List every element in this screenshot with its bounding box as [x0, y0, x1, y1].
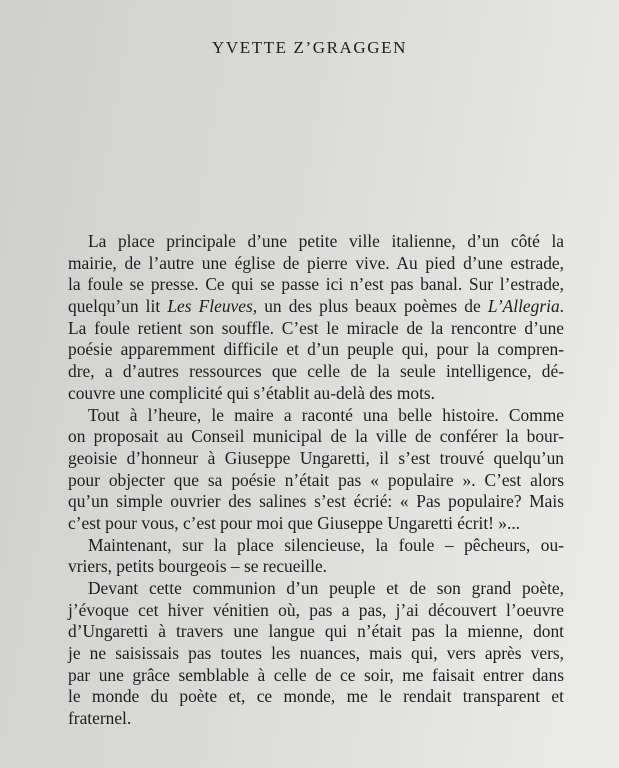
italic-title: Les Fleuves [167, 296, 253, 317]
text-line: Devant cette communion d’un peuple et de son grand poète, [88, 578, 564, 598]
text-line: mairie, de l’autre une église de pierre vive. Au pied d’une estrade, [68, 252, 564, 273]
text-line: La foule retient son souffle. C’est le miracle de la rencontre d’une [68, 317, 564, 338]
text-line: fraternel. [68, 708, 132, 729]
text-line: geoisie d’honneur à Giuseppe Ungaretti, il s’est trouvé quelqu’un [68, 447, 564, 468]
text-line: poésie apparemment difficile et d’un peuple qui, pour la compren- [68, 339, 564, 360]
text-line: La place principale d’une petite ville italienne, d’un côté la [88, 231, 564, 251]
text-line: Maintenant, sur la place silencieuse, la foule – pêcheurs, ou- [88, 534, 564, 555]
text-line: j’évoque cet hiver vénitien où, pas a pas, j’ai découvert l’oeuvre [68, 599, 564, 620]
text-line: le monde du poète et, ce monde, me le rendait transparent et [68, 686, 564, 707]
running-head-author: YVETTE Z’GRAGGEN [211, 38, 408, 57]
italic-title: L’Allegria [487, 296, 560, 317]
text-line: vriers, petits bourgeois – se recueille. [68, 556, 328, 577]
text-line: on proposait au Conseil municipal de la ville de conférer la bour- [68, 426, 564, 447]
text-line: je ne saisissais pas toutes les nuances, mais qui, vers après vers, [68, 643, 564, 664]
text-line: la foule se presse. Ce qui se passe ici n’est pas banal. Sur l’estrade, [68, 274, 564, 295]
text-line: c’est pour vous, c’est pour moi que Giuseppe Ungaretti écrit! »... [68, 512, 521, 533]
text-line: par une grâce semblable à celle de ce soir, me faisait entrer dans [68, 664, 564, 685]
text-line: Tout à l’heure, le maire a raconté una belle histoire. Comme [88, 404, 564, 425]
text-segment: . [559, 296, 564, 317]
text-line: dre, a d’autres ressources que celle de la seule intelligence, dé- [68, 361, 564, 382]
page-body-text [68, 231, 564, 730]
text-segment: , un des plus beaux poèmes de [252, 296, 488, 317]
text-line [68, 296, 564, 318]
text-segment: quelqu’un lit [68, 296, 168, 317]
text-line: couvre une complicité qui s’établit au-delà des mots. [68, 382, 436, 403]
text-line: d’Ungaretti à travers une langue qui n’était pas la mienne, dont [68, 621, 564, 642]
text-line: qu’un simple ouvrier des salines s’est écrié: « Pas populaire? Mais [68, 491, 564, 512]
text-line: pour objecter que sa poésie n’était pas « populaire ». C’est alors [68, 469, 564, 490]
